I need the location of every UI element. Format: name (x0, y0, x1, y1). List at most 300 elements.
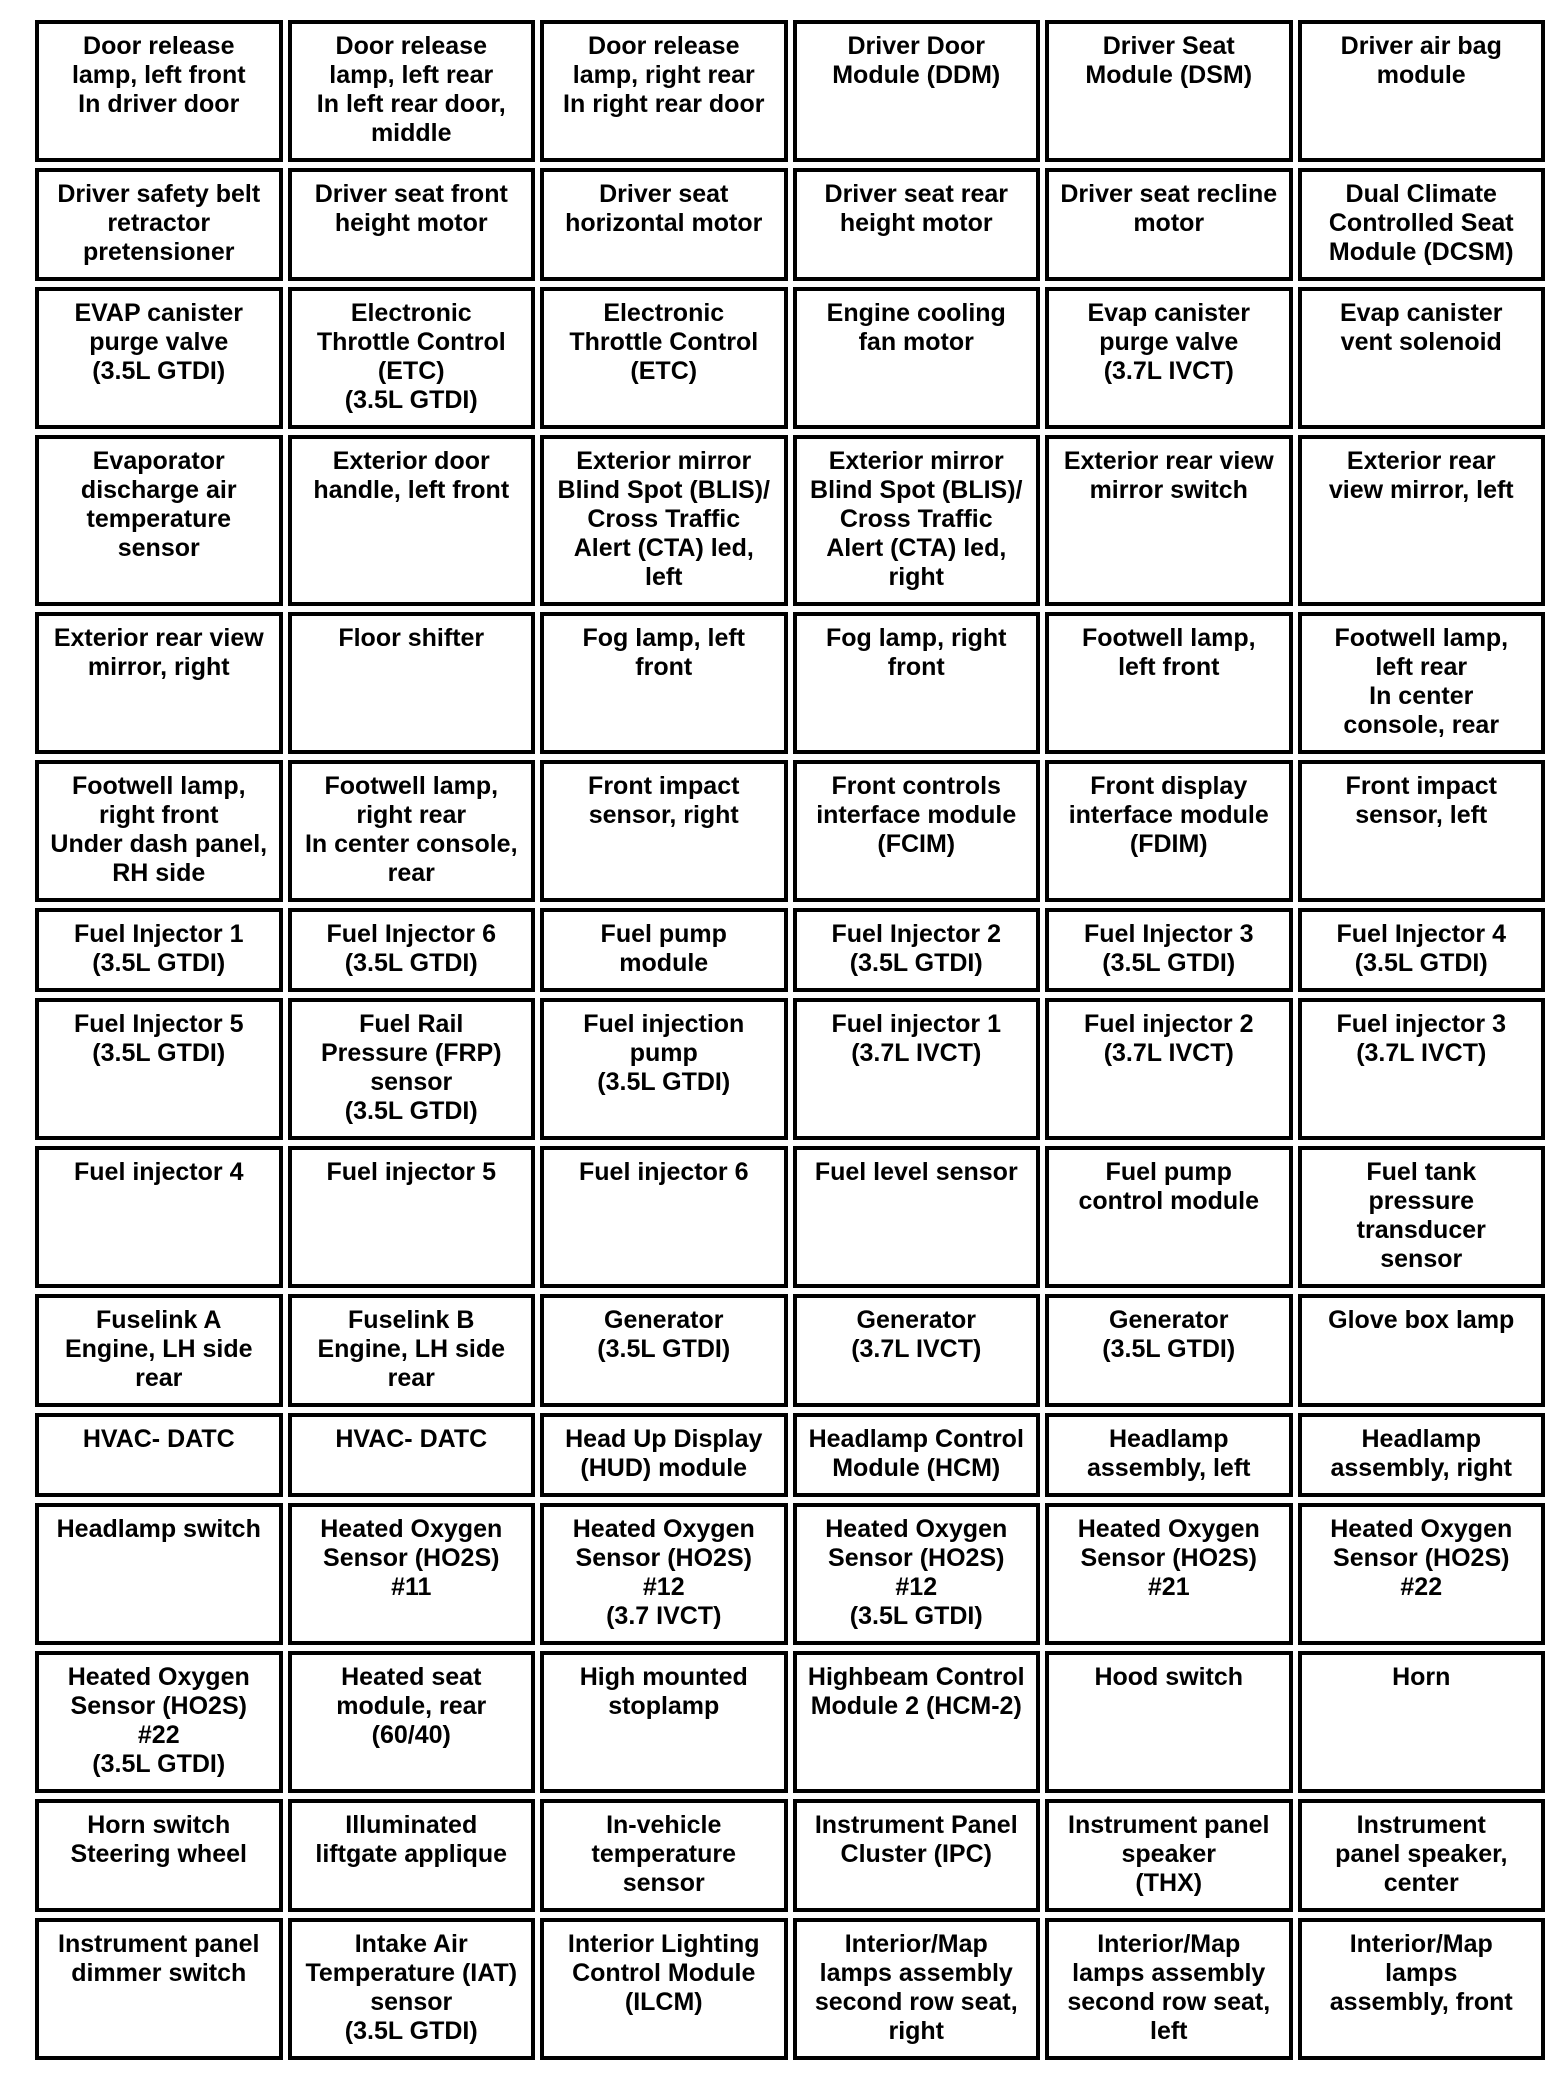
component-cell (1298, 612, 1546, 754)
component-cell-line: In right rear door (563, 90, 765, 118)
component-cell-line: Fuselink B (348, 1306, 475, 1334)
component-cell-line: Fuel Injector 4 (1336, 920, 1506, 948)
component-cell (288, 908, 536, 992)
component-cell-line: (3.5L GTDI) (92, 357, 226, 385)
table-row (35, 168, 1545, 281)
component-cell-line: High mounted (579, 1663, 748, 1691)
component-cell-line: control module (1078, 1187, 1260, 1215)
component-cell-line: #12 (642, 1573, 685, 1601)
component-cell-line: temperature (591, 1840, 736, 1868)
component-cell (540, 1503, 788, 1645)
component-cell-line: Alert (CTA) led, (573, 534, 754, 562)
component-cell-line: module (619, 949, 709, 977)
component-cell (1045, 908, 1293, 992)
component-cell-line: Fog lamp, right (825, 624, 1007, 652)
component-cell-line: Fuel Rail (359, 1010, 464, 1038)
component-cell (35, 168, 283, 281)
component-cell-line: Dual Climate (1345, 180, 1497, 208)
component-cell-line: (ETC) (377, 357, 445, 385)
component-cell (288, 435, 536, 606)
component-cell (793, 435, 1041, 606)
component-cell (1045, 998, 1293, 1140)
component-cell-line: Front impact (1345, 772, 1497, 800)
component-cell-line: Module 2 (HCM-2) (810, 1692, 1022, 1720)
component-cell-line: Module (DSM) (1085, 61, 1253, 89)
component-cell-line: Alert (CTA) led, (826, 534, 1007, 562)
component-cell-line: lamp, right rear (572, 61, 755, 89)
component-cell-line: (3.5L GTDI) (92, 1039, 226, 1067)
component-cell (1298, 435, 1546, 606)
table-row (35, 287, 1545, 429)
component-cell (1045, 168, 1293, 281)
component-cell-line: (3.5L GTDI) (92, 1750, 226, 1778)
table-row (35, 612, 1545, 754)
component-cell-line: Exterior mirror (828, 447, 1004, 475)
component-cell-line: pump (629, 1039, 698, 1067)
component-cell (793, 168, 1041, 281)
component-cell (793, 1651, 1041, 1793)
component-cell-line: interface module (1068, 801, 1269, 829)
component-cell-line: Driver seat recline (1060, 180, 1278, 208)
component-cell (1298, 908, 1546, 992)
component-cell-line: (3.5L GTDI) (1354, 949, 1488, 977)
component-cell (1045, 1413, 1293, 1497)
component-cell (540, 1918, 788, 2060)
component-cell-line: sensor (1380, 1245, 1463, 1273)
component-cell (35, 435, 283, 606)
component-grid (30, 14, 1550, 2066)
component-cell (1298, 760, 1546, 902)
component-cell-line: Driver air bag (1340, 32, 1502, 60)
component-cell-line: stoplamp (608, 1692, 720, 1720)
component-cell (35, 998, 283, 1140)
component-cell-line: Horn switch (87, 1811, 231, 1839)
component-cell-line: height motor (334, 209, 488, 237)
component-cell-line: sensor (370, 1068, 453, 1096)
component-cell-line: rear (135, 1364, 183, 1392)
component-cell-line: Head Up Display (565, 1425, 763, 1453)
component-cell (1045, 1146, 1293, 1288)
table-row (35, 435, 1545, 606)
component-cell (540, 435, 788, 606)
component-cell (1298, 287, 1546, 429)
component-cell (540, 20, 788, 162)
table-row (35, 20, 1545, 162)
component-cell (1045, 1651, 1293, 1793)
component-cell-line: Fuel injector 2 (1084, 1010, 1254, 1038)
component-cell-line: Heated Oxygen (572, 1515, 755, 1543)
component-cell-line: Heated Oxygen (1077, 1515, 1260, 1543)
component-cell (288, 1503, 536, 1645)
component-cell-line: Pressure (FRP) (320, 1039, 502, 1067)
component-cell-line: right (888, 2017, 945, 2045)
component-cell-line: (3.5L GTDI) (344, 2017, 478, 2045)
component-cell-line: Heated Oxygen (320, 1515, 503, 1543)
component-cell-line: Heated Oxygen (67, 1663, 250, 1691)
component-cell-line: second row seat, (1067, 1988, 1271, 2016)
component-cell-line: Sensor (HO2S) (1080, 1544, 1257, 1572)
component-cell-line: Fuel injection (583, 1010, 745, 1038)
component-cell-line: panel speaker, (1335, 1840, 1508, 1868)
component-cell-line: #12 (895, 1573, 938, 1601)
table-row (35, 908, 1545, 992)
component-cell-line: (FCIM) (877, 830, 956, 858)
component-cell-line: HVAC- DATC (335, 1425, 488, 1453)
component-cell (1298, 1918, 1546, 2060)
component-cell-line: left rear (1375, 653, 1468, 681)
component-cell-line: right front (99, 801, 219, 829)
component-cell-line: (3.5L GTDI) (1102, 1335, 1236, 1363)
component-cell-line: (3.7L IVCT) (1103, 357, 1234, 385)
component-cell-line: (3.7L IVCT) (851, 1335, 982, 1363)
component-cell-line: fan motor (858, 328, 974, 356)
component-cell (288, 1799, 536, 1912)
component-cell-line: front (635, 653, 693, 681)
component-cell-line: Controlled Seat (1328, 209, 1514, 237)
component-cell-line: In left rear door, (316, 90, 506, 118)
component-cell-line: (3.5L GTDI) (597, 1335, 731, 1363)
component-cell-line: Blind Spot (BLIS)/ (557, 476, 770, 504)
component-cell-line: lamp, left rear (329, 61, 494, 89)
component-cell (1045, 435, 1293, 606)
component-cell-line: Exterior rear view (1063, 447, 1274, 475)
component-cell-line: sensor, left (1355, 801, 1488, 829)
component-cell-line: lamp, left front (71, 61, 246, 89)
component-cell-line: (ILCM) (624, 1988, 703, 2016)
component-cell-line: (3.5L GTDI) (92, 949, 226, 977)
component-cell-line: Fuel Injector 6 (326, 920, 496, 948)
component-cell-line: Driver seat (599, 180, 729, 208)
component-cell-line: Steering wheel (70, 1840, 247, 1868)
component-cell (793, 998, 1041, 1140)
component-cell (35, 1918, 283, 2060)
component-cell (288, 998, 536, 1140)
component-cell-line: Interior/Map (1349, 1930, 1493, 1958)
component-cell-line: purge valve (89, 328, 229, 356)
component-cell-line: Fuel Injector 5 (74, 1010, 244, 1038)
component-cell (793, 1503, 1041, 1645)
component-cell-line: Instrument (1356, 1811, 1486, 1839)
component-cell (793, 760, 1041, 902)
component-cell-line: motor (1133, 209, 1205, 237)
component-cell-line: retractor (107, 209, 211, 237)
component-cell (1298, 1651, 1546, 1793)
component-cell (1045, 1503, 1293, 1645)
component-cell-line: Electronic (350, 299, 472, 327)
component-cell-line: purge valve (1099, 328, 1239, 356)
component-cell (288, 1651, 536, 1793)
component-cell-line: (3.5L GTDI) (344, 386, 478, 414)
component-cell-line: right (888, 563, 945, 591)
component-cell-line: center (1383, 1869, 1459, 1897)
component-cell-line: assembly, left (1086, 1454, 1251, 1482)
component-cell-line: Fuel tank (1366, 1158, 1477, 1186)
component-cell-line: Sensor (HO2S) (1333, 1544, 1510, 1572)
component-cell-line: Driver safety belt (57, 180, 261, 208)
component-cell-line: Door release (335, 32, 487, 60)
component-cell-line: assembly, front (1329, 1988, 1513, 2016)
component-cell-line: lamps assembly (819, 1959, 1013, 1987)
component-cell-line: Under dash panel, (50, 830, 268, 858)
component-cell (793, 908, 1041, 992)
component-cell-line: (3.7 IVCT) (606, 1602, 722, 1630)
component-cell-line: Driver Door (847, 32, 986, 60)
component-cell-line: In-vehicle (606, 1811, 722, 1839)
component-cell-line: right rear (356, 801, 467, 829)
component-cell (35, 287, 283, 429)
component-cell-line: Evap canister (1339, 299, 1503, 327)
component-cell-line: Evaporator (92, 447, 225, 475)
component-cell-line: Interior/Map (1097, 1930, 1241, 1958)
component-cell (288, 1146, 536, 1288)
component-cell-line: second row seat, (814, 1988, 1018, 2016)
table-row (35, 1294, 1545, 1407)
component-cell-line: Interior Lighting (567, 1930, 760, 1958)
component-cell-line: mirror switch (1089, 476, 1248, 504)
component-cell-line: Evap canister (1087, 299, 1251, 327)
component-cell-line: Door release (588, 32, 740, 60)
component-cell-line: temperature (86, 505, 231, 533)
component-cell-line: Instrument panel (58, 1930, 260, 1958)
component-cell (1298, 1413, 1546, 1497)
component-cell-line: front (887, 653, 945, 681)
component-cell-line: Generator (1109, 1306, 1229, 1334)
component-cell (35, 1503, 283, 1645)
component-cell-line: sensor (622, 1869, 705, 1897)
component-cell (1298, 1503, 1546, 1645)
component-cell-line: console, rear (1343, 711, 1500, 739)
component-cell-line: #21 (1147, 1573, 1190, 1601)
component-cell (1045, 20, 1293, 162)
component-cell-line: sensor (117, 534, 200, 562)
component-cell-line: Fuel injector 1 (831, 1010, 1001, 1038)
component-cell-line: discharge air (80, 476, 237, 504)
component-cell-line: liftgate applique (315, 1840, 508, 1868)
component-cell (288, 287, 536, 429)
component-cell-line: Floor shifter (338, 624, 485, 652)
component-cell (288, 760, 536, 902)
component-cell-line: (3.5L GTDI) (597, 1068, 731, 1096)
component-cell-line: Fuel injector 4 (74, 1158, 244, 1186)
component-cell-line: #11 (391, 1573, 432, 1601)
component-cell-line: Generator (604, 1306, 724, 1334)
component-cell (540, 1413, 788, 1497)
component-cell-line: Headlamp (1109, 1425, 1229, 1453)
component-cell (540, 1294, 788, 1407)
component-cell (1298, 1799, 1546, 1912)
component-cell-line: #22 (137, 1721, 180, 1749)
component-cell-line: left (1150, 2017, 1188, 2045)
component-cell-line: Interior/Map (844, 1930, 988, 1958)
component-cell-line: Sensor (HO2S) (575, 1544, 752, 1572)
component-cell-line: (3.7L IVCT) (1356, 1039, 1487, 1067)
component-cell-line: Exterior rear (1346, 447, 1496, 475)
component-cell (793, 1294, 1041, 1407)
component-cell-line: sensor (370, 1988, 453, 2016)
component-cell-line: HVAC- DATC (82, 1425, 235, 1453)
component-cell-line: Driver seat rear (824, 180, 1008, 208)
component-cell-line: (3.7L IVCT) (1103, 1039, 1234, 1067)
component-cell-line: EVAP canister (74, 299, 244, 327)
component-cell-line: Instrument panel (1068, 1811, 1270, 1839)
component-cell-line: Module (DDM) (832, 61, 1001, 89)
component-cell-line: RH side (112, 859, 206, 887)
component-cell-line: middle (370, 119, 452, 147)
component-cell-line: Headlamp (1361, 1425, 1481, 1453)
component-cell-line: Engine, LH side (317, 1335, 506, 1363)
component-cell-line: height motor (839, 209, 993, 237)
component-cell-line: Footwell lamp, (1334, 624, 1509, 652)
component-cell-line: Heated Oxygen (1330, 1515, 1513, 1543)
component-grid-body (35, 20, 1545, 2060)
table-row (35, 760, 1545, 902)
component-cell-line: Glove box lamp (1328, 1306, 1515, 1334)
component-cell (1298, 1146, 1546, 1288)
table-row (35, 998, 1545, 1140)
component-cell (793, 1918, 1041, 2060)
component-cell-line: Fuel injector 3 (1336, 1010, 1506, 1038)
component-cell (1298, 1294, 1546, 1407)
component-cell (288, 168, 536, 281)
component-cell-line: horizontal motor (565, 209, 763, 237)
component-cell-line: dimmer switch (71, 1959, 247, 1987)
table-row (35, 1918, 1545, 2060)
component-cell-line: handle, left front (313, 476, 510, 504)
component-cell-line: (3.5L GTDI) (344, 949, 478, 977)
component-cell (35, 1799, 283, 1912)
table-row (35, 1799, 1545, 1912)
component-cell-line: Fuel pump (600, 920, 727, 948)
component-cell (35, 908, 283, 992)
component-cell-line: Engine, LH side (64, 1335, 253, 1363)
component-cell-line: (ETC) (630, 357, 698, 385)
component-cell-line: (3.5L GTDI) (849, 1602, 983, 1630)
component-cell (1045, 1294, 1293, 1407)
component-cell-line: transducer (1356, 1216, 1486, 1244)
component-cell (35, 612, 283, 754)
component-cell-line: Footwell lamp, (324, 772, 499, 800)
component-cell-line: Horn (1392, 1663, 1451, 1691)
component-cell-line: Fuselink A (96, 1306, 222, 1334)
component-cell-line: Fuel Injector 1 (74, 920, 244, 948)
component-cell-line: module, rear (336, 1692, 487, 1720)
component-cell-line: Fuel injector 5 (326, 1158, 496, 1186)
component-cell (288, 1294, 536, 1407)
component-cell-line: Temperature (IAT) (305, 1959, 518, 1987)
component-cell-line: Blind Spot (BLIS)/ (810, 476, 1023, 504)
component-cell-line: In center console, (304, 830, 518, 858)
component-cell (1298, 20, 1546, 162)
component-cell (540, 1651, 788, 1793)
component-cell (793, 1413, 1041, 1497)
component-cell-line: lamps assembly (1072, 1959, 1266, 1987)
component-cell (540, 908, 788, 992)
component-cell-line: sensor, right (588, 801, 739, 829)
component-cell-line: Illuminated (345, 1811, 478, 1839)
component-cell-line: Cluster (IPC) (840, 1840, 992, 1868)
component-cell-line: In center (1369, 682, 1474, 710)
component-cell-line: Front impact (588, 772, 740, 800)
component-cell-line: rear (387, 859, 435, 887)
component-cell-line: #22 (1400, 1573, 1443, 1601)
component-cell-line: Cross Traffic (839, 505, 993, 533)
component-cell-line: Fuel level sensor (814, 1158, 1018, 1186)
component-cell-line: Footwell lamp, (71, 772, 246, 800)
component-cell (540, 287, 788, 429)
component-cell-line: vent solenoid (1340, 328, 1502, 356)
component-cell (1298, 998, 1546, 1140)
table-row (35, 1413, 1545, 1497)
component-cell-line: Cross Traffic (587, 505, 741, 533)
component-cell-line: Module (DCSM) (1328, 238, 1514, 266)
component-cell-line: Highbeam Control (807, 1663, 1025, 1691)
component-cell-line: Headlamp switch (56, 1515, 261, 1543)
component-cell-line: Front display (1090, 772, 1248, 800)
component-cell-line: Driver seat front (314, 180, 508, 208)
component-cell-line: pressure (1368, 1187, 1475, 1215)
component-cell-line: (FDIM) (1129, 830, 1208, 858)
component-cell-line: Engine cooling (826, 299, 1006, 327)
component-cell (540, 998, 788, 1140)
component-cell-line: Driver Seat (1102, 32, 1235, 60)
component-cell-line: mirror, right (87, 653, 230, 681)
component-cell-line: Exterior door (332, 447, 490, 475)
component-cell (288, 1918, 536, 2060)
component-cell-line: Hood switch (1094, 1663, 1244, 1691)
component-cell-line: Sensor (HO2S) (828, 1544, 1005, 1572)
component-cell-line: Instrument Panel (814, 1811, 1018, 1839)
component-cell (540, 612, 788, 754)
component-cell (1045, 612, 1293, 754)
component-cell (35, 1413, 283, 1497)
component-cell-line: Fuel injector 6 (579, 1158, 749, 1186)
component-cell (793, 1799, 1041, 1912)
component-cell-line: Throttle Control (569, 328, 759, 356)
component-cell-line: (3.7L IVCT) (851, 1039, 982, 1067)
component-cell (35, 1651, 283, 1793)
component-cell (1045, 1799, 1293, 1912)
component-cell-line: (3.5L GTDI) (849, 949, 983, 977)
component-cell (793, 20, 1041, 162)
component-cell (793, 287, 1041, 429)
component-cell (1045, 287, 1293, 429)
component-cell-line: Fuel Injector 3 (1084, 920, 1254, 948)
component-cell (35, 760, 283, 902)
component-cell-line: Exterior rear view (53, 624, 264, 652)
component-cell-line: Fuel pump (1105, 1158, 1232, 1186)
component-cell (540, 760, 788, 902)
component-cell (288, 612, 536, 754)
component-cell-line: (THX) (1135, 1869, 1203, 1897)
component-cell-line: (3.5L GTDI) (1102, 949, 1236, 977)
table-row (35, 1146, 1545, 1288)
component-cell-line: Heated Oxygen (825, 1515, 1008, 1543)
component-cell-line: interface module (816, 801, 1017, 829)
component-cell-line: (60/40) (371, 1721, 451, 1749)
component-cell-line: Throttle Control (316, 328, 506, 356)
component-cell (288, 1413, 536, 1497)
component-cell (1045, 1918, 1293, 2060)
component-cell-line: In driver door (78, 90, 240, 118)
component-cell-line: assembly, right (1330, 1454, 1513, 1482)
component-cell-line: speaker (1121, 1840, 1217, 1868)
component-cell (1298, 168, 1546, 281)
component-cell-line: Sensor (HO2S) (70, 1692, 247, 1720)
component-cell (1045, 760, 1293, 902)
component-cell-line: Headlamp Control (808, 1425, 1024, 1453)
component-cell-line: Fuel Injector 2 (831, 920, 1001, 948)
component-cell-line: Footwell lamp, (1081, 624, 1256, 652)
